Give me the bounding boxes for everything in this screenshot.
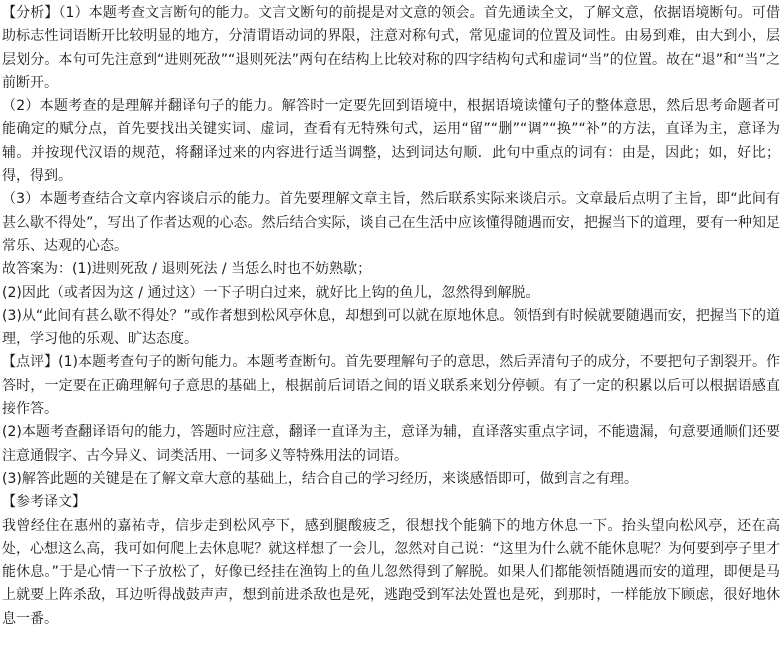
translation-text: 我曾经住在惠州的嘉祐寺，信步走到松风亭下，感到腿酸疲乏，很想找个能躺下的地方休息一下。抬头望向松风亭，还在高处，心想这么高，我可如何爬上去休息呢？就这样想了一会儿，忽然对自己说：“这里为什么就不能休息呢？为何要到亭子里才能休息。”于是心情一下子放松了，好像已经挂在渔钩上的鱼儿忽然得到了解脱。如果人们都能领悟随遇而安的道理，即便是马上就要上阵杀敌，耳边听得战鼓声声，想到前进杀敌也是死，逃跑受到军法处置也是死，到那时，一样能放下顾虑，很好地休息一番。 bbox=[2, 517, 780, 627]
comment-part-1: 【点评】(1)本题考查句子的断句能力。本题考查断句。首先要理解句子的意思，然后弄清句子的成分，不要把句子割裂开。作答时，一定要在正确理解句子意思的基础上，根据前后词语之间的语义联系来划分停顿。有了一定的积累以后可以根据语感直接作答。 bbox=[2, 354, 780, 418]
answer-line-2: (2)因此（或者因为这 / 通过这）一下子明白过来，就好比上钩的鱼儿，忽然得到解脱。 bbox=[2, 284, 540, 301]
translation-heading: 【参考译文】 bbox=[2, 494, 86, 511]
comment-part-3: (3)解答此题的关键是在了解文章大意的基础上，结合自己的学习经历，来谈感悟即可，做到言之有理。 bbox=[2, 470, 638, 487]
analysis-part-1: 【分析】（1）本题考查文言断句的能力。文言文断句的前提是对文意的领会。首先通读全文，了解文意，依据语境断句。可借助标志性词语断开比较明显的地方，分清谓语动词的界限，注意对称句式，常见虚词的位置及词性。由易到难，由大到小，层层划分。本句可先注意到“进则死敌”“退则死法”两句在结构上比较对称的四字结构句式和虚词“当”的位置。故在“退”和“当”之前断开。 bbox=[2, 5, 780, 91]
comment-part-2: (2)本题考查翻译语句的能力，答题时应注意，翻译一直译为主，意译为辅，直译落实重点字词，不能遗漏，句意要通顺们还要注意通假字、古今异义、词类活用、一词多义等特殊用法的词语。 bbox=[2, 424, 780, 464]
analysis-part-2: （2）本题考查的是理解并翻译句子的能力。解答时一定要先回到语境中，根据语境读懂句子的整体意思，然后思考命题者可能确定的赋分点，首先要找出关键实词、虚词，查看有无特殊句式，运用“留”“删”“调”“换”“补”的方法，直译为主，意译为辅。并按现代汉语的规范，将翻译过来的内容进行适当调整，达到词达句顺．此句中重点的词有：由是，因此；如，好比；得，得到。 bbox=[2, 98, 780, 185]
analysis-part-3: （3）本题考查结合文章内容谈启示的能力。首先要理解文章主旨，然后联系实际来谈启示。文章最后点明了主旨，即“此间有甚么歇不得处”，写出了作者达观的心态。然后结合实际，谈自己在生活中应该懂得随遇而安，把握当下的道理，要有一种知足常乐、达观的心态。 bbox=[2, 191, 780, 254]
answer-line-3: (3)从“此间有甚么歇不得处？”或作者想到松风亭休息，却想到可以就在原地休息。领悟到有时候就要随遇而安，把握当下的道理，学习他的乐观、旷达态度。 bbox=[2, 307, 780, 348]
answer-line-1: 故答案为：(1)进则死敌 / 退则死法 / 当恁么时也不妨熟歇； bbox=[2, 261, 372, 278]
